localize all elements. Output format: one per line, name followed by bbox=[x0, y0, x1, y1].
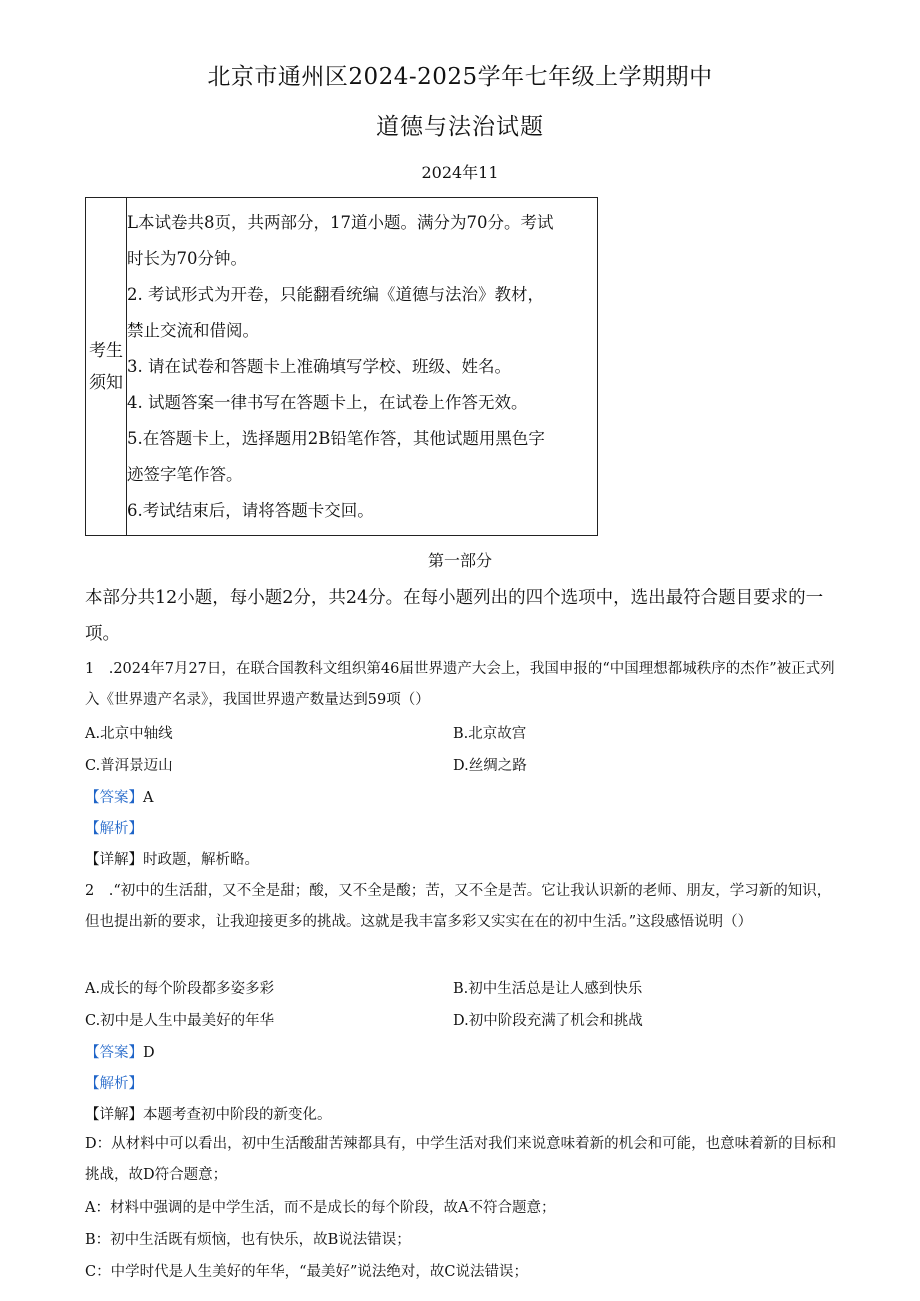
part1-heading: 第一部分 bbox=[427, 551, 492, 570]
answer-value: A bbox=[143, 790, 154, 806]
q2-explanation-d: D：从材料中可以看出，初中生活酸甜苦辣都具有，中学生活对我们来说意味着新的机会和可能，也意味着新的目标和挑战，故D符合题意； bbox=[85, 1136, 837, 1183]
q2-explanation-c: C：中学时代是人生美好的年华，“最美好”说法绝对，故C说法错误； bbox=[85, 1264, 529, 1280]
q2-option-a: A.成长的每个阶段都多姿多彩 bbox=[85, 981, 275, 997]
question-2-stem: 2 .“初中的生活甜，又不全是甜；酸，又不全是酸；苦，又不全是苦。它让我认识新的老师、朋友，学习新的知识，但也提出新的要求，让我迎接更多的挑战。这就是我丰富多彩又实实在在的初中生活。”这段感悟说明（） bbox=[85, 883, 832, 930]
notice-line: 迹签字笔作答。 bbox=[127, 464, 243, 484]
q1-option-b: B.北京故宫 bbox=[453, 726, 527, 742]
q1-option-c: C.普洱景迈山 bbox=[85, 758, 173, 774]
notice-line: L本试卷共8页，共两部分，17道小题。满分为70分。考试 bbox=[127, 212, 554, 232]
answer-tag: 【答案】 bbox=[85, 1045, 143, 1061]
notice-label-line2: 须知 bbox=[89, 372, 123, 393]
notice-line: 时长为70分钟。 bbox=[127, 248, 247, 268]
detail-tag: 【详解】 bbox=[85, 852, 143, 868]
analysis-tag: 【解析】 bbox=[85, 821, 143, 837]
notice-label bbox=[86, 198, 127, 536]
analysis-tag: 【解析】 bbox=[85, 1076, 143, 1092]
notice-line: 4. 试题答案一律书写在答题卡上，在试卷上作答无效。 bbox=[127, 392, 528, 412]
notice-line: 5.在答题卡上，选择题用2B铅笔作答，其他试题用黑色字 bbox=[127, 428, 545, 448]
exam-subject: 道德与法治试题 bbox=[376, 114, 544, 140]
part1-intro: 本部分共12小题，每小题2分，共24分。在每小题列出的四个选项中，选出最符合题目要求的一项。 bbox=[85, 588, 824, 644]
q2-detail bbox=[85, 1103, 332, 1124]
q2-explanation-b: B：初中生活既有烦恼，也有快乐，故B说法错误； bbox=[85, 1232, 411, 1248]
q1-option-d: D.丝绸之路 bbox=[453, 758, 527, 774]
q1-detail bbox=[85, 848, 259, 869]
detail-text: 本题考查初中阶段的新变化。 bbox=[143, 1107, 332, 1123]
notice-line: 禁止交流和借阅。 bbox=[127, 320, 259, 340]
q2-analysis bbox=[85, 1072, 143, 1093]
q2-option-d: D.初中阶段充满了机会和挑战 bbox=[453, 1013, 643, 1029]
detail-tag: 【详解】 bbox=[85, 1107, 143, 1123]
q2-option-b: B.初中生活总是让人感到快乐 bbox=[453, 981, 643, 997]
notice-content bbox=[127, 198, 598, 536]
answer-value: D bbox=[143, 1045, 155, 1061]
exam-date: 2024年11 bbox=[421, 163, 499, 182]
detail-text: 时政题，解析略。 bbox=[143, 852, 259, 868]
answer-tag: 【答案】 bbox=[85, 790, 143, 806]
candidate-notice-table bbox=[85, 197, 598, 536]
q1-option-a: A.北京中轴线 bbox=[85, 726, 173, 742]
notice-line: 3. 请在试卷和答题卡上准确填写学校、班级、姓名。 bbox=[127, 356, 511, 376]
q2-explanation-a: A：材料中强调的是中学生活，而不是成长的每个阶段，故A不符合题意； bbox=[85, 1200, 556, 1216]
question-1-stem: 1 .2024年7月27日，在联合国教科文组织第46届世界遗产大会上，我国申报的“中国理想都城秩序的杰作”被正式列入《世界遗产名录》，我国世界遗产数量达到59项（） bbox=[85, 661, 835, 708]
q2-answer bbox=[85, 1041, 155, 1062]
notice-line: 2. 考试形式为开卷，只能翻看统编《道德与法治》教材， bbox=[127, 284, 544, 304]
q1-analysis bbox=[85, 817, 143, 838]
exam-title: 北京市通州区2024-2025学年七年级上学期期中 bbox=[207, 64, 713, 90]
notice-label-line1: 考生 bbox=[89, 340, 123, 361]
q1-answer bbox=[85, 786, 153, 807]
notice-line: 6.考试结束后，请将答题卡交回。 bbox=[127, 500, 374, 520]
q2-option-c: C.初中是人生中最美好的年华 bbox=[85, 1013, 275, 1029]
